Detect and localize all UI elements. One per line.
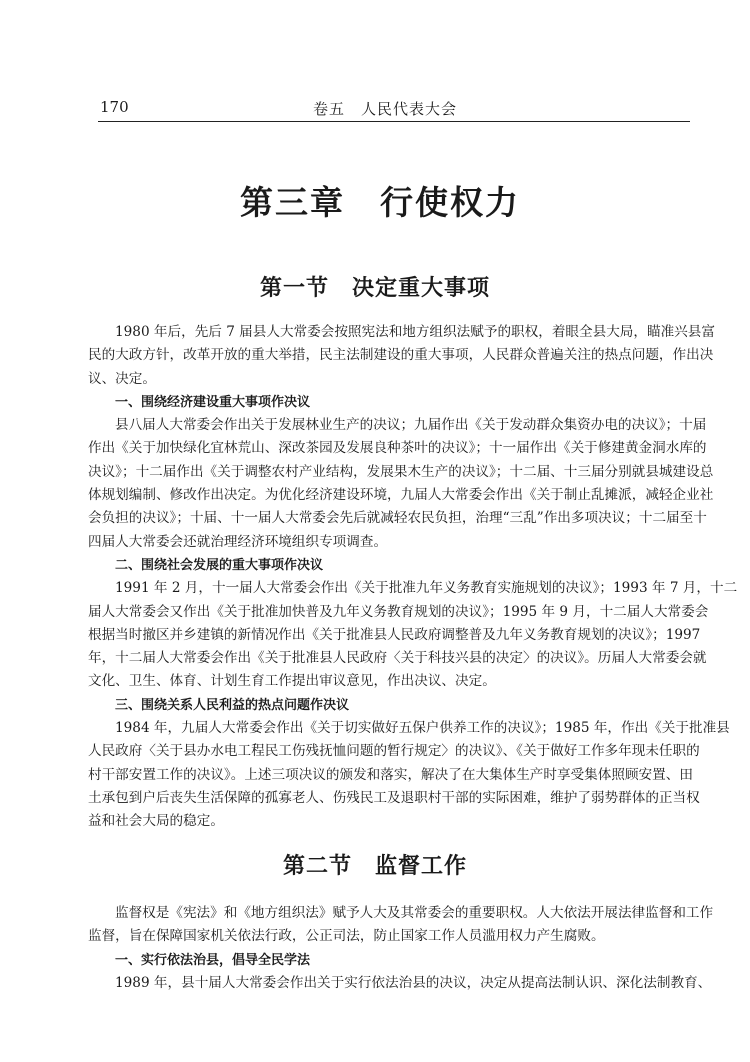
subheading: 三、围绕关系人民利益的热点问题作决议 xyxy=(115,697,350,713)
section1-body xyxy=(88,321,738,834)
text-line: 人民政府〈关于县办水电工程民工伤残抚恤问题的暂行规定〉的决议》、《关于做好工作多年现未任职的 xyxy=(88,743,700,760)
subheading: 二、围绕社会发展的重大事项作决议 xyxy=(115,557,324,573)
text-line: 会负担的决议》；十届、十一届人大常委会先后就减轻农民负担，治理“三乱”作出多项决议；十二届至十 xyxy=(88,510,707,527)
text-line: 1989 年，县十届人大常委会作出关于实行依法治县的决议，决定从提高法制认识、深化法制教育、 xyxy=(115,974,712,991)
chapter-title: 第三章 行使权力 xyxy=(240,183,520,222)
text-line: 议、决定。 xyxy=(88,370,156,387)
text-line: 县八届人大常委会作出关于发展林业生产的决议；九届作出《关于发动群众集资办电的决议》；十届 xyxy=(115,417,707,434)
subheading: 一、围绕经济建设重大事项作决议 xyxy=(115,394,311,410)
text-line: 1984 年，九届人大常委会作出《关于切实做好五保户供养工作的决议》；1985 年，作出《关于批准县 xyxy=(115,720,730,737)
text-line: 年，十二届人大常委会作出《关于批准县人民政府〈关于科技兴县的决定〉的决议》。历届人大常委会就 xyxy=(88,650,707,667)
paragraph xyxy=(88,577,738,693)
text-line: 根据当时撤区并乡建镇的新情况作出《关于批准县人民政府调整普及九年义务教育规划的决议》；1997 xyxy=(88,626,701,643)
page-number: 170 xyxy=(100,98,129,116)
paragraph xyxy=(88,414,714,554)
text-line: 四届人大常委会还就治理经济环境组织专项调查。 xyxy=(88,533,388,550)
subheading: 一、实行依法治县，倡导全民学法 xyxy=(115,952,311,968)
text-line: 监督权是《宪法》和《地方组织法》赋予人大及其常委会的重要职权。人大依法开展法律监督和工作 xyxy=(115,905,714,921)
header-rule xyxy=(98,121,690,122)
text-line: 体规划编制、修改作出决定。为优化经济建设环境，九届人大常委会作出《关于制止乱摊派，减轻企业社 xyxy=(88,487,714,504)
text-line: 土承包到户后丧失生活保障的孤寡老人、伤残民工及退职村干部的实际困难，维护了弱势群体的正当权 xyxy=(88,789,700,806)
text-line: 村干部安置工作的决议》。上述三项决议的颁发和落实，解决了在大集体生产时享受集体照顾安置、田 xyxy=(88,766,693,783)
text-line: 1980 年后，先后 7 届县人大常委会按照宪法和地方组织法赋予的职权，着眼全县大局，瞄准兴县富 xyxy=(115,324,715,340)
text-line: 1991 年 2 月，十一届人大常委会作出《关于批准九年义务教育实施规划的决议》；1993 年 7 月，十二 xyxy=(115,580,738,597)
paragraph xyxy=(88,717,730,833)
text-line: 监督，旨在保障国家机关依法行政，公正司法，防止国家工作人员滥用权力产生腐败。 xyxy=(88,928,605,945)
text-line: 文化、卫生、体育、计划生育工作提出审议意见，作出决议、决定。 xyxy=(88,673,496,690)
paragraph xyxy=(88,972,712,995)
running-header: 卷五 人民代表大会 xyxy=(312,100,457,118)
text-line: 民的大政方针，改革开放的重大举措，民主法制建设的重大事项，人民群众普遍关注的热点问题，作出决 xyxy=(88,347,714,364)
text-line: 作出《关于加快绿化宜林荒山、深改茶园及发展良种茶叶的决议》；十一届作出《关于修建黄金洞水库的 xyxy=(88,440,707,457)
text-line: 届人大常委会又作出《关于批准加快普及九年义务教育规划的决议》；1995 年 9 月，十二届人大常委会 xyxy=(88,603,709,620)
section-title: 第二节 监督工作 xyxy=(282,854,467,879)
text-line: 益和社会大局的稳定。 xyxy=(88,813,224,830)
paragraph xyxy=(88,902,714,949)
section2-body xyxy=(88,902,714,995)
paragraph xyxy=(88,321,715,391)
text-line: 决议》；十二届作出《关于调整农村产业结构，发展果木生产的决议》；十二届、十三届分别就县城建设总 xyxy=(88,463,714,480)
section-title: 第一节 决定重大事项 xyxy=(259,276,490,301)
